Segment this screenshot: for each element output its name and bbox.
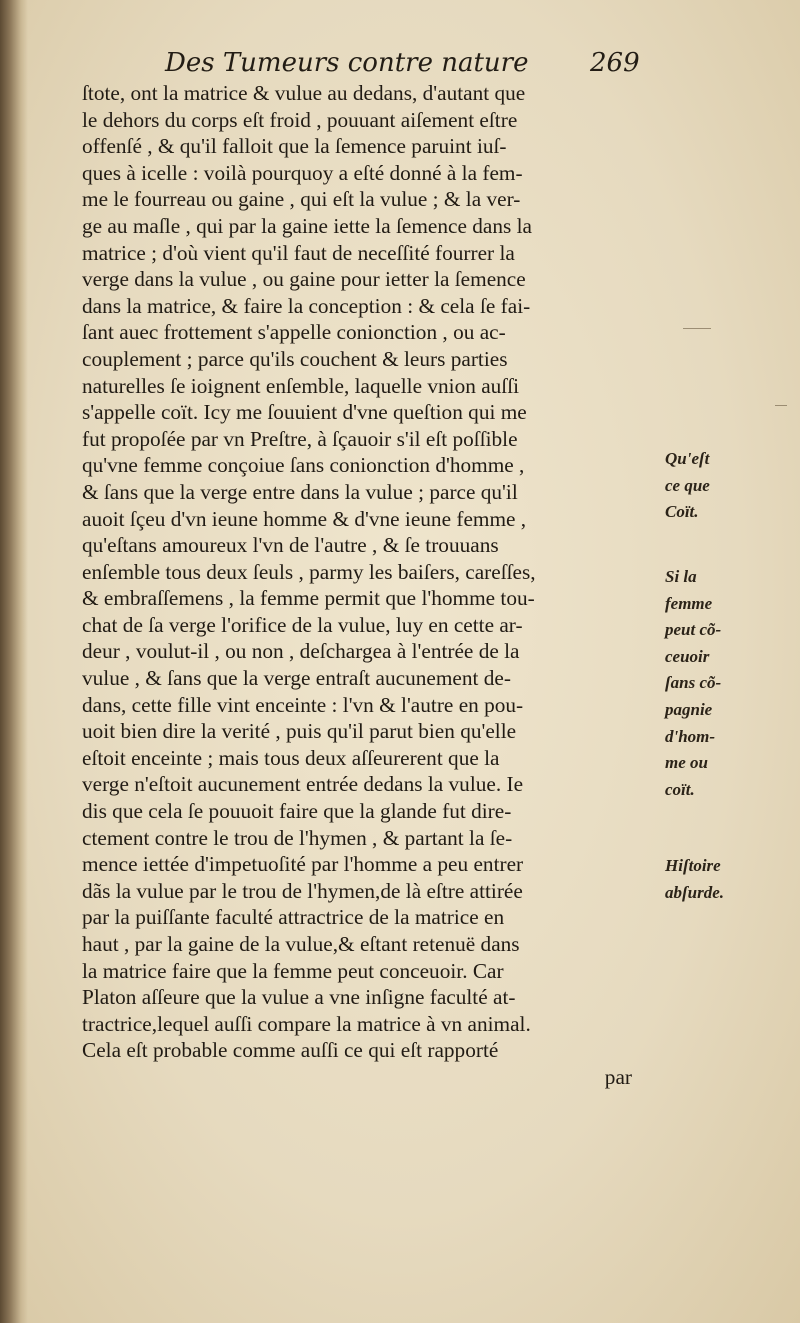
marginal-note-line: peut cõ- [665,620,722,640]
text-line: Platon aſſeure que la vulue a vne inſigne faculté at- [82,985,516,1010]
text-line: ſant auec frottement s'appelle conionction , ou ac- [82,320,506,345]
text-line: ge au maſle , qui par la gaine iette la ſemence dans la [82,213,532,238]
text-line: haut , par la gaine de la vulue,& eſtant retenuë dans [82,932,520,956]
catchword: par [604,1064,632,1089]
marginal-note-quest-ce-que-coit [665,446,775,526]
text-line: mence iettée d'impetuoſité par l'homme a peu entrer [82,852,524,877]
text-line: ques à icelle : voilà pourquoy a eſté donné à la fem- [82,160,523,185]
margin-mark [683,328,711,329]
marginal-note-line: Coït. [665,502,699,522]
text-line: naturelles ſe ioignent enſemble, laquelle vnion auſſi [82,373,520,398]
text-line: ſtote, ont la matrice & vulue au dedans, d'autant que [82,81,526,105]
text-line: dis que cela ſe pouuoit faire que la glande fut dire- [82,799,512,824]
text-line: deur , voulut-il , ou non , deſchargea à l'entrée de la [82,639,520,664]
text-line: vulue , & ſans que la verge entraſt aucunement de- [82,666,511,691]
marginal-note-histoire-absurde [665,853,775,906]
marginal-note-line: femme [665,593,713,613]
text-line: uoit bien dire la verité , puis qu'il parut bien qu'elle [82,719,517,744]
text-line: ctement contre le trou de l'hymen , & partant la ſe- [82,825,513,850]
text-line: eſtoit enceinte ; mais tous deux aſſeurerent que la [82,745,500,770]
text-line: & ſans que la verge entre dans la vulue ; parce qu'il [82,479,518,504]
text-line: enſemble tous deux ſeuls , parmy les baiſers, careſſes, [82,559,536,584]
marginal-note-line: ceuoir [665,646,710,666]
text-line: matrice ; d'où vient qu'il faut de neceſſité fourrer la [82,240,515,265]
text-line: verge dans la vulue , ou gaine pour ietter la ſemence [82,267,526,292]
text-line: qu'vne femme conçoiue ſans conionction d'homme , [82,453,525,478]
marginal-note-line: d'hom- [665,726,716,746]
book-spine-shadow [0,0,28,1323]
marginal-note-line: coït. [665,779,695,799]
text-line: le dehors du corps eſt froid , pouuant aiſement eſtre [82,107,518,132]
margin-mark [775,405,787,406]
text-line: Cela eſt probable comme auſſi ce qui eſt rapporté [82,1038,499,1063]
marginal-note-line: me ou [665,753,708,773]
text-line: couplement ; parce qu'ils couchent & leurs parties [82,346,508,371]
text-line: chat de ſa verge l'orifice de la vulue, luy en cette ar- [82,612,523,637]
marginal-note-line: abſurde. [665,882,725,902]
text-line: verge n'eſtoit aucunement entrée dedans la vulue. Ie [82,772,524,797]
marginal-note-line: ſans cõ- [665,673,722,693]
running-title: Des Tumeurs contre nature [165,48,529,78]
text-line: la matrice faire que la femme peut conceuoir. Car [82,958,504,983]
marginal-note-line: pagnie [665,699,713,719]
marginal-note-line: ce que [665,475,710,495]
page-number: 269 [590,48,640,78]
text-line: dans la matrice, & faire la conception : & cela ſe fai- [82,293,531,318]
text-line: auoit ſçeu d'vn ieune homme & d'vne ieune femme , [82,506,527,531]
text-line: & embraſſemens , la femme permit que l'homme tou- [82,586,535,611]
marginal-note-line: Hiſtoire [665,856,721,875]
marginal-note-line: Qu'eſt [665,449,710,468]
text-line: fut propoſée par vn Preſtre, à ſçauoir s'il eſt poſſible [82,426,518,451]
body-text [82,80,662,1091]
marginal-note-si-la-femme [665,564,775,803]
text-line: dans, cette fille vint enceinte : l'vn & l'autre en pou- [82,692,524,717]
text-line: dãs la vulue par le trou de l'hymen,de là eſtre attirée [82,878,523,903]
text-line: offenſé , & qu'il falloit que la ſemence paruint iuſ- [82,134,507,159]
text-line: qu'eſtans amoureux l'vn de l'autre , & ſe trouuans [82,533,499,558]
text-line: tractrice,lequel auſſi compare la matrice à vn animal. [82,1011,531,1036]
text-line: par la puiſſante faculté attractrice de la matrice en [82,905,505,930]
marginal-note-line: Si la [665,567,697,586]
text-line: me le fourreau ou gaine , qui eſt la vulue ; & la ver- [82,187,521,212]
text-line: s'appelle coït. Icy me ſouuient d'vne queſtion qui me [82,400,527,425]
